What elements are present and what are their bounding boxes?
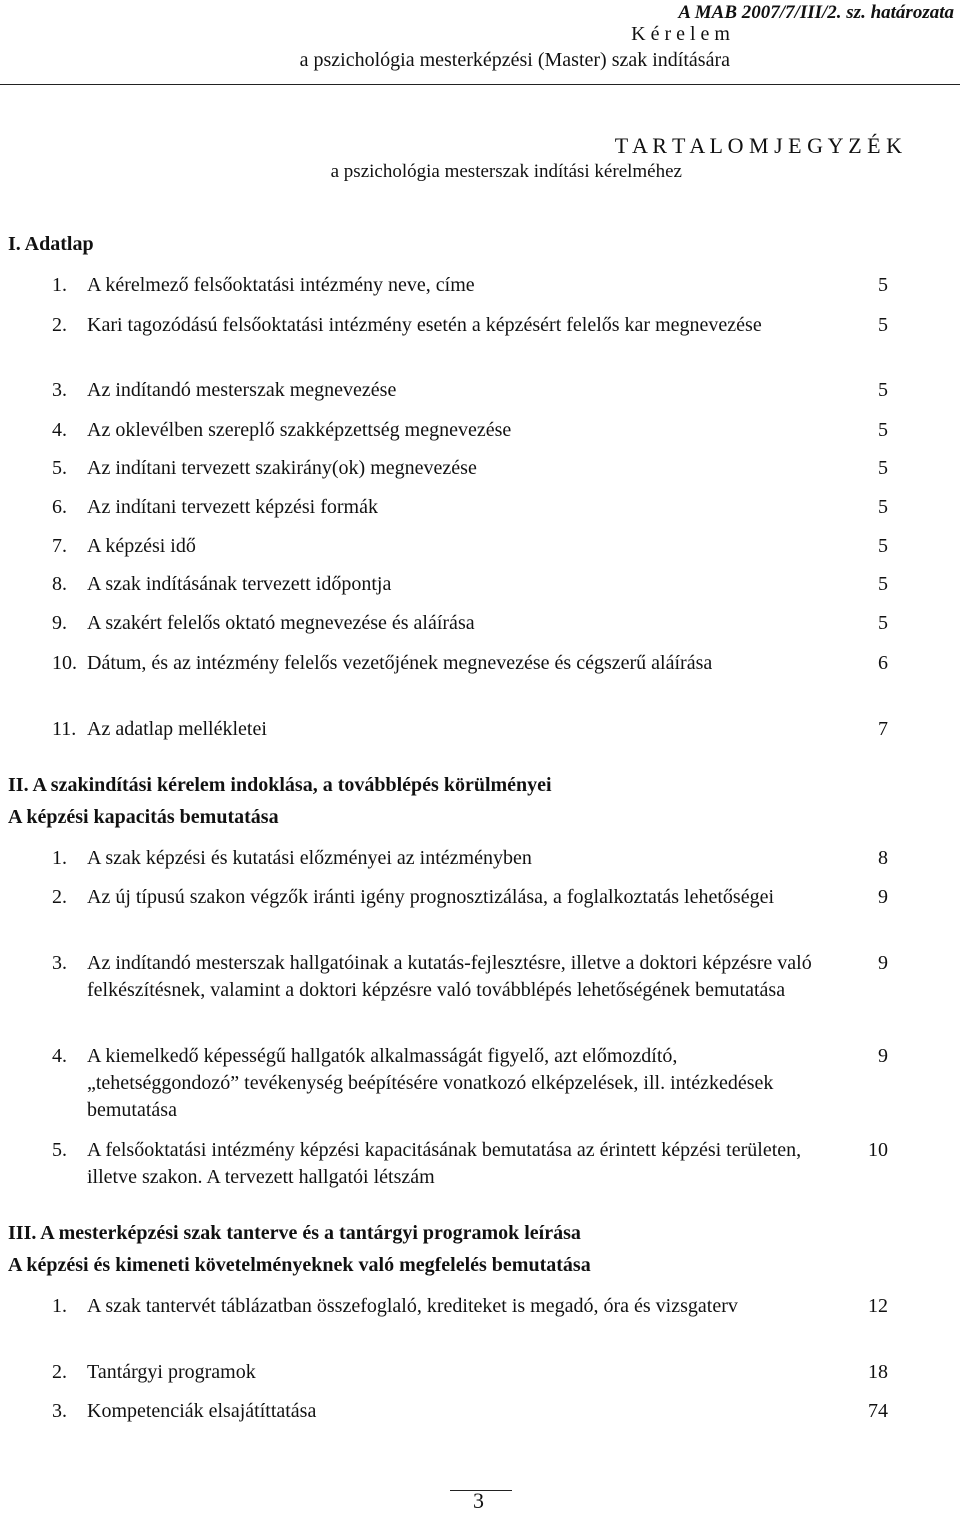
document-subtitle: a pszichológia mesterképzési (Master) szak indítására [299,49,730,71]
document-reference: A MAB 2007/7/III/2. sz. határozata [678,2,954,23]
entry-number: 2. [52,886,67,908]
entry-text: Az oklevélben szereplő szakképzettség megnevezése [87,419,512,441]
entry-page: 74 [868,1400,888,1422]
entry-number: 8. [52,573,67,595]
section-subheading-2: A képzési kapacitás bemutatása [8,806,279,828]
entry-text: A kiemelkedő képességű hallgatók alkalmasságát figyelő, azt előmozdító, „tehetséggondozó” tevékenység beépítésére vonatkozó elképzelések, ill. intézkedések bemutatása [87,1045,774,1121]
entry-text: Kari tagozódású felsőoktatási intézmény esetén a képzésért felelős kar megnevezése [87,314,762,336]
entry-number: 2. [52,1361,67,1383]
page-number: 3 [473,1488,484,1513]
entry-text: Kompetenciák elsajátíttatása [87,1400,317,1422]
entry-text: Az új típusú szakon végzők iránti igény prognosztizálása, a foglalkoztatás lehetőségei [87,886,775,908]
entry-page: 6 [878,652,888,674]
entry-page: 5 [878,457,888,479]
entry-number: 2. [52,314,67,336]
entry-page: 5 [878,612,888,634]
entry-text: Az indítani tervezett szakirány(ok) megnevezése [87,457,477,479]
entry-number: 3. [52,379,67,401]
entry-number: 10. [52,652,77,674]
toc-subtitle: a pszichológia mesterszak indítási kérelméhez [330,161,682,182]
entry-page: 5 [878,535,888,557]
entry-page: 18 [868,1361,888,1383]
entry-number: 1. [52,1295,67,1317]
entry-text: Tantárgyi programok [87,1361,256,1383]
entry-page: 10 [868,1139,888,1161]
entry-text: Az adatlap mellékletei [87,718,267,740]
entry-text: Az indítandó mesterszak megnevezése [87,379,397,401]
entry-page: 5 [878,573,888,595]
header-divider [0,84,960,85]
entry-number: 11. [52,718,77,740]
entry-number: 1. [52,274,67,296]
toc-title: T A R T A L O M J E G Y Z É K [614,133,902,158]
entry-text: A felsőoktatási intézmény képzési kapacitásának bemutatása az érintett képzési területen, illetve szakon. A tervezett hallgatói létszám [87,1139,802,1188]
entry-page: 5 [878,274,888,296]
entry-text: Az indítani tervezett képzési formák [87,496,378,518]
section-heading-1: I. Adatlap [8,233,94,255]
entry-number: 3. [52,1400,67,1422]
entry-number: 6. [52,496,67,518]
entry-text: Az indítandó mesterszak hallgatóinak a kutatás-fejlesztésre, illetve a doktori képzésre való felkészítésnek, valamint a doktori képzésre való továbblépés lehetőségének bemutatása [87,952,812,1001]
entry-number: 5. [52,457,67,479]
entry-text: A szak tantervét táblázatban összefoglaló, krediteket is megadó, óra és vizsgaterv [87,1295,738,1317]
entry-page: 5 [878,379,888,401]
entry-number: 4. [52,419,67,441]
document-title: K é r e l e m [631,23,730,45]
entry-text: Dátum, és az intézmény felelős vezetőjének megnevezése és cégszerű aláírása [87,652,713,674]
entry-text: A szakért felelős oktató megnevezése és aláírása [87,612,475,634]
entry-page: 9 [878,1045,888,1067]
entry-number: 4. [52,1045,67,1067]
entry-page: 7 [878,718,888,740]
entry-text: A szak indításának tervezett időpontja [87,573,392,595]
entry-page: 12 [868,1295,888,1317]
entry-text: A szak képzési és kutatási előzményei az intézményben [87,847,532,869]
entry-number: 7. [52,535,67,557]
entry-text: A képzési idő [87,535,196,557]
entry-page: 9 [878,952,888,974]
entry-page: 8 [878,847,888,869]
entry-page: 9 [878,886,888,908]
entry-text: A kérelmező felsőoktatási intézmény neve, címe [87,274,475,296]
entry-number: 1. [52,847,67,869]
entry-page: 5 [878,419,888,441]
entry-page: 5 [878,496,888,518]
entry-number: 3. [52,952,67,974]
entry-number: 5. [52,1139,67,1161]
entry-number: 9. [52,612,67,634]
section-subheading-3: A képzési és kimeneti követelményeknek való megfelelés bemutatása [8,1254,591,1276]
section-heading-3: III. A mesterképzési szak tanterve és a tantárgyi programok leírása [8,1222,581,1244]
entry-page: 5 [878,314,888,336]
section-heading-2: II. A szakindítási kérelem indoklása, a továbblépés körülményei [8,774,552,796]
